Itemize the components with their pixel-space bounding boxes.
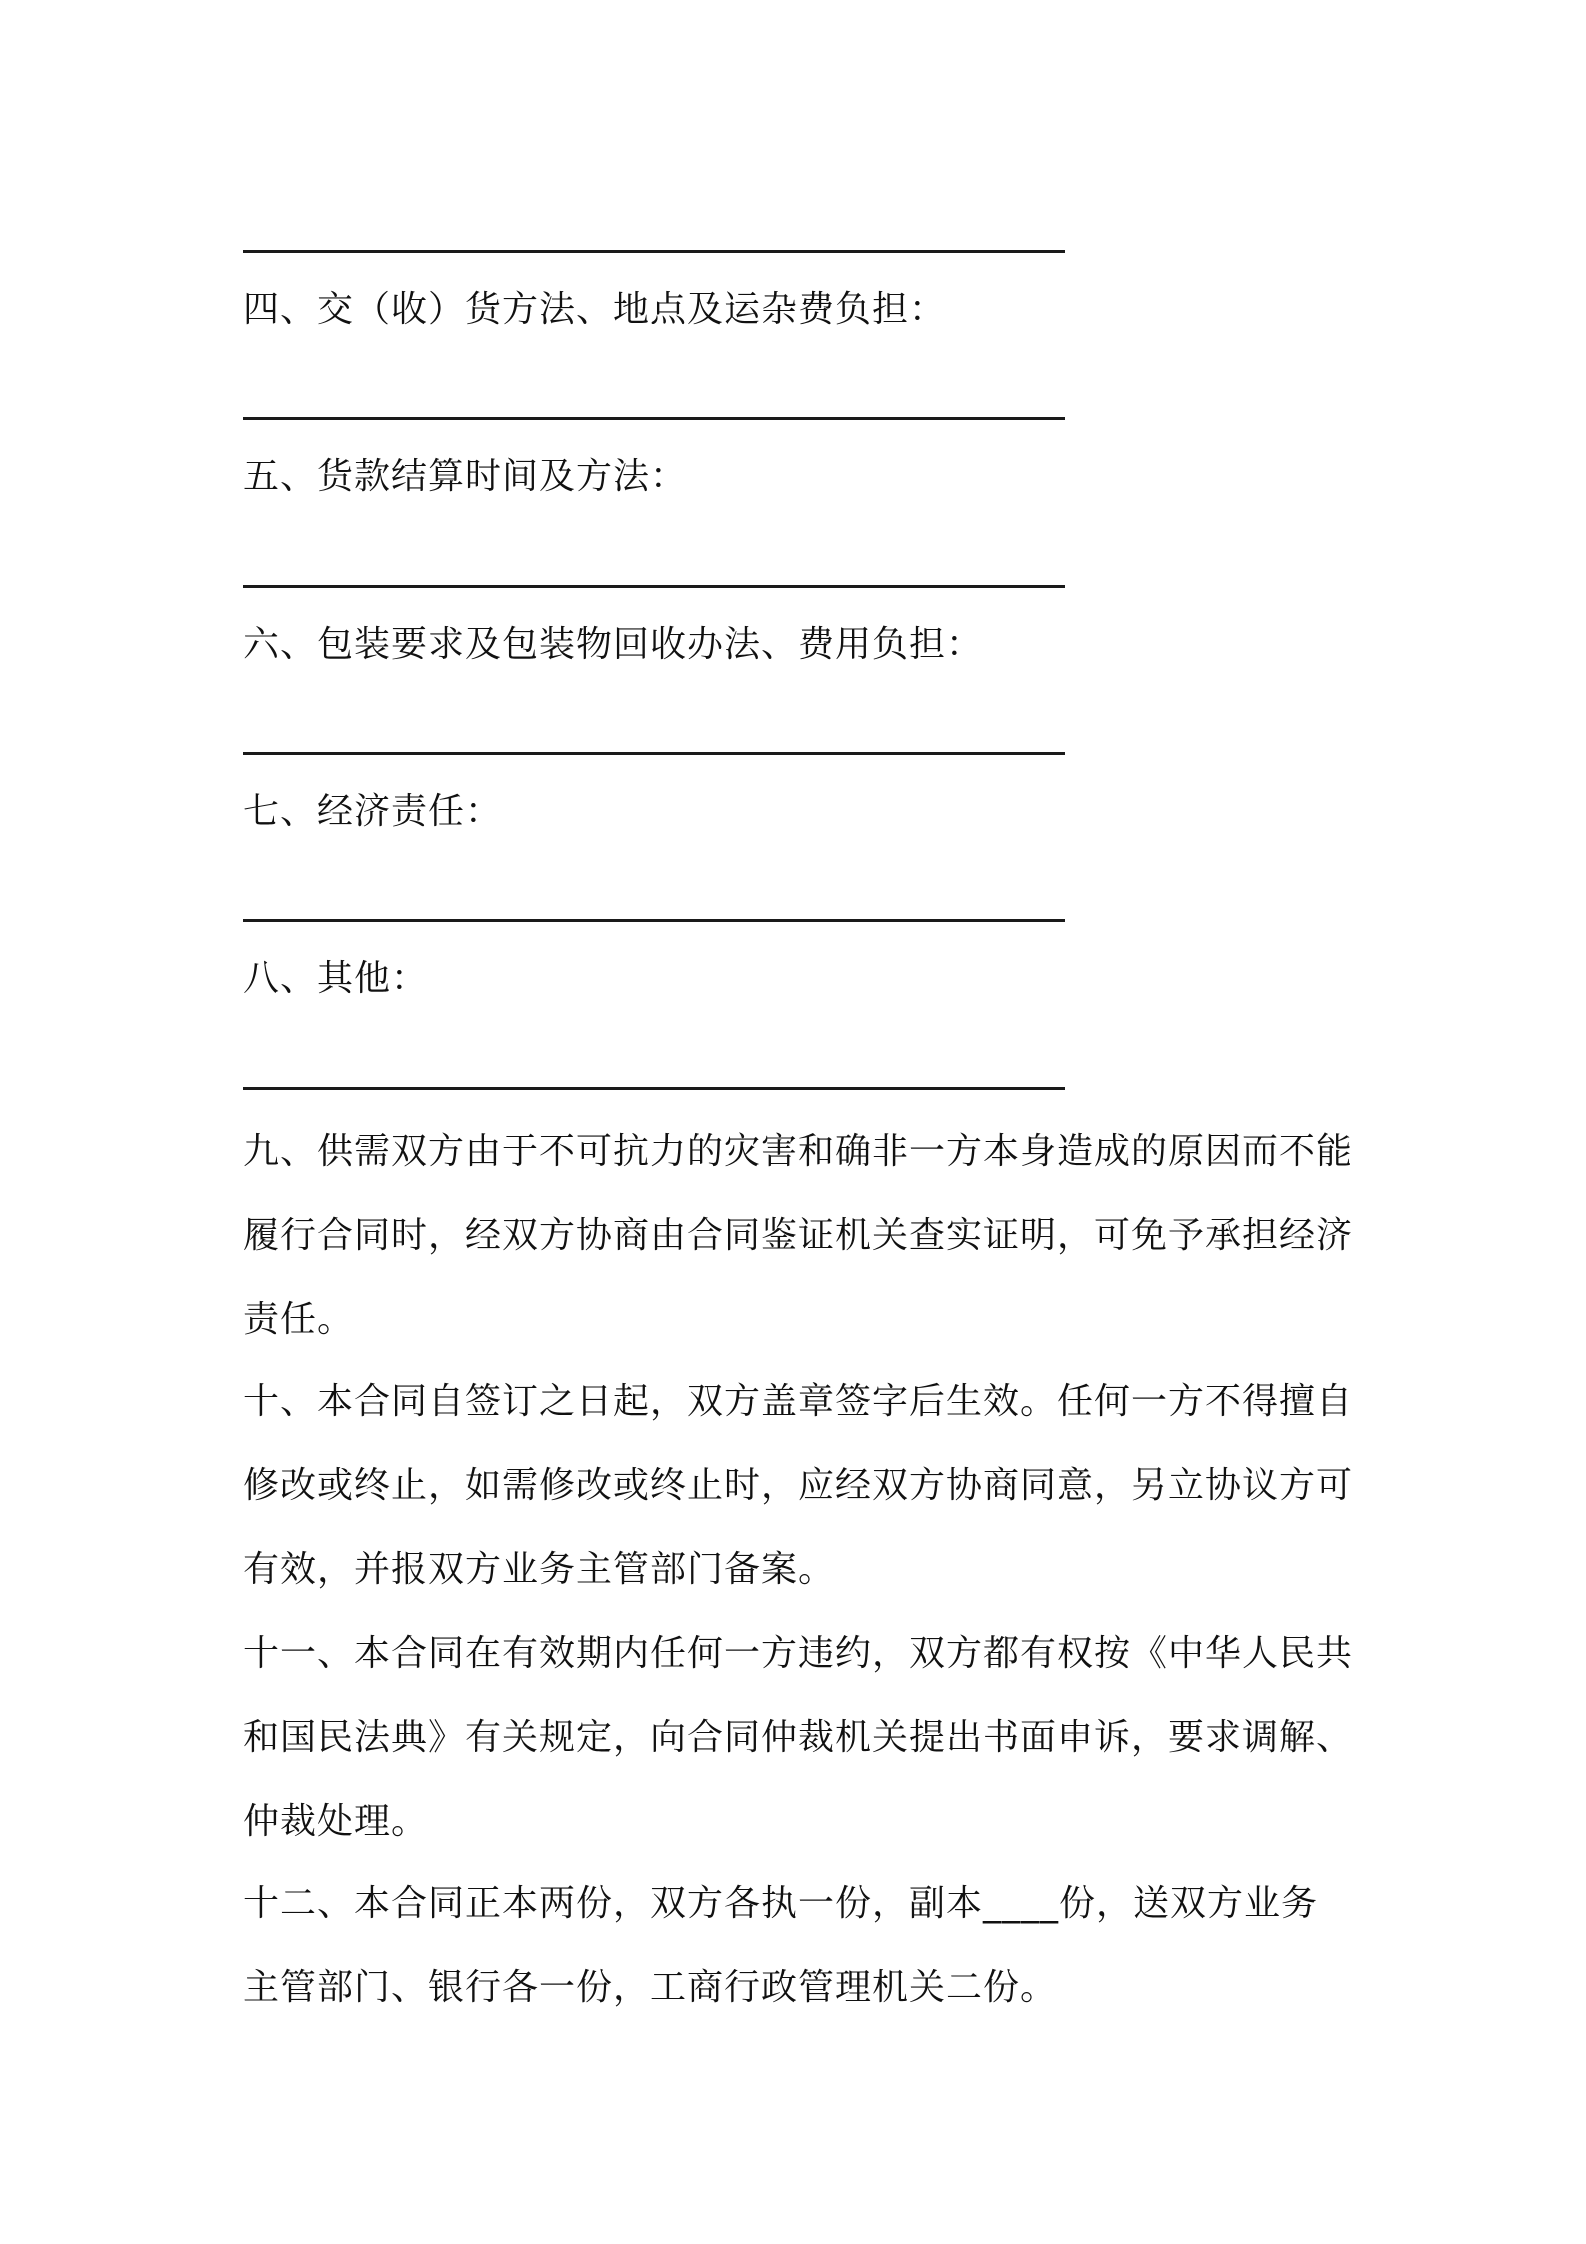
section-6-heading: 六、包装要求及包装物回收办法、费用负担： bbox=[243, 624, 984, 665]
blank-fill-line bbox=[243, 417, 1065, 420]
blank-fill-line bbox=[243, 250, 1065, 253]
paragraph-line: 九、供需双方由于不可抗力的灾害和确非一方本身造成的原因而不能 bbox=[243, 1131, 1354, 1172]
paragraph-line: 主管部门、银行各一份，工商行政管理机关二份。 bbox=[243, 1967, 1058, 2008]
paragraph-line: 和国民法典》有关规定，向合同仲裁机关提出书面申诉，要求调解、 bbox=[243, 1717, 1354, 1758]
paragraph-line: 十二、本合同正本两份，双方各执一份，副本____份，送双方业务 bbox=[243, 1883, 1319, 1924]
section-4-heading: 四、交（收）货方法、地点及运杂费负担： bbox=[243, 289, 947, 330]
paragraph-line: 仲裁处理。 bbox=[243, 1801, 429, 1842]
paragraph-line: 责任。 bbox=[243, 1299, 355, 1340]
paragraph-line: 十、本合同自签订之日起，双方盖章签字后生效。任何一方不得擅自 bbox=[243, 1381, 1354, 1422]
section-5-heading: 五、货款结算时间及方法： bbox=[243, 456, 688, 497]
section-8-heading: 八、其他： bbox=[243, 958, 429, 999]
blank-fill-line bbox=[243, 752, 1065, 755]
clause-10-paragraph bbox=[243, 1360, 1358, 1612]
clause-12-paragraph bbox=[243, 1862, 1358, 2030]
paragraph-line: 十一、本合同在有效期内任何一方违约，双方都有权按《中华人民共 bbox=[243, 1633, 1354, 1674]
blank-fill-line bbox=[243, 1087, 1065, 1090]
paragraph-line: 有效，并报双方业务主管部门备案。 bbox=[243, 1549, 836, 1590]
clause-11-paragraph bbox=[243, 1612, 1358, 1864]
paragraph-line: 履行合同时，经双方协商由合同鉴证机关查实证明，可免予承担经济 bbox=[243, 1215, 1354, 1256]
clause-9-paragraph bbox=[243, 1110, 1358, 1362]
blank-fill-line bbox=[243, 585, 1065, 588]
paragraph-line: 修改或终止，如需修改或终止时，应经双方协商同意，另立协议方可 bbox=[243, 1465, 1354, 1506]
section-7-heading: 七、经济责任： bbox=[243, 791, 503, 832]
blank-fill-line bbox=[243, 919, 1065, 922]
